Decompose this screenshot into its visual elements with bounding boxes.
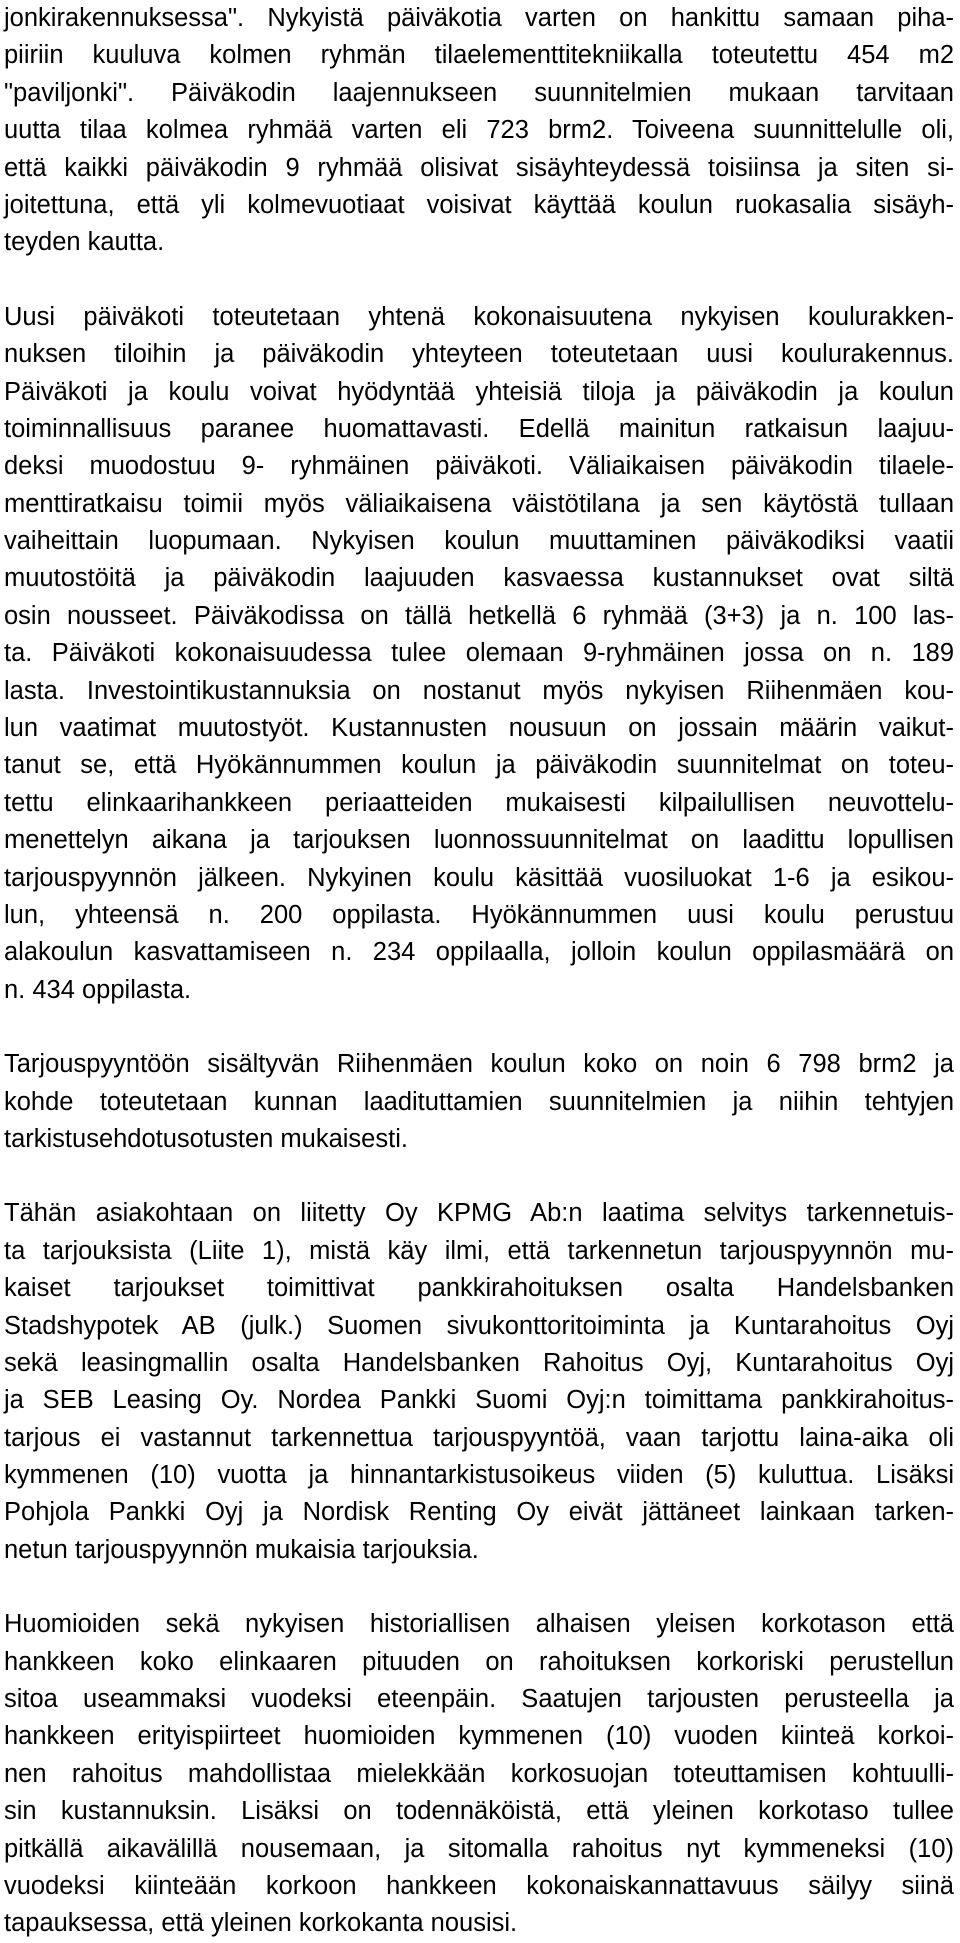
text-line: tapauksessa, että yleinen korkokanta nousisi. <box>4 1909 518 1938</box>
paragraph <box>4 299 954 1009</box>
text-line: toiminnallisuus paranee huomattavasti. Edellä mainitun ratkaisun laajuu- <box>4 414 954 443</box>
text-line: Pohjola Pankki Oyj ja Nordisk Renting Oy eivät jättäneet lainkaan tarken- <box>4 1498 954 1527</box>
text-line: n. 434 oppilasta. <box>4 975 192 1004</box>
text-line: Päiväkoti ja koulu voivat hyödyntää yhteisiä tiloja ja päiväkodin ja koulun <box>4 377 954 406</box>
text-line: teyden kautta. <box>4 228 165 257</box>
paragraph <box>4 1606 954 1943</box>
text-line: hankkeen erityispiirteet huomioiden kymmenen (10) vuoden kiinteä korkoi- <box>4 1722 954 1751</box>
text-line: kymmenen (10) vuotta ja hinnantarkistusoikeus viiden (5) kuluttua. Lisäksi <box>4 1461 954 1490</box>
text-line: menettelyn aikana ja tarjouksen luonnossuunnitelmat on laadittu lopullisen <box>4 826 954 855</box>
text-line: kaiset tarjoukset toimittivat pankkirahoituksen osalta Handelsbanken <box>4 1274 954 1303</box>
text-line: vuodeksi kiinteään korkoon hankkeen kokonaiskannattavuus säilyy siinä <box>4 1871 954 1900</box>
text-line: Tarjouspyyntöön sisältyvän Riihenmäen koulun koko on noin 6 798 brm2 ja <box>4 1050 954 1079</box>
text-line: deksi muodostuu 9- ryhmäinen päiväkoti. Väliaikaisen päiväkodin tilaele- <box>4 452 954 481</box>
text-line: sin kustannuksin. Lisäksi on todennäköistä, että yleinen korkotaso tullee <box>4 1797 954 1826</box>
document-body <box>4 0 954 1943</box>
text-line: Uusi päiväkoti toteutetaan yhtenä kokonaisuutena nykyisen koulurakken- <box>4 302 954 331</box>
text-line: jonkirakennuksessa". Nykyistä päiväkotia varten on hankittu samaan piha- <box>4 4 954 32</box>
text-line: muutostöitä ja päiväkodin laajuuden kasvaessa kustannukset ovat siltä <box>4 564 954 593</box>
paragraph <box>4 1046 954 1158</box>
text-line: nuksen tiloihin ja päiväkodin yhteyteen toteutetaan uusi koulurakennus. <box>4 340 954 369</box>
text-line: joitettuna, että yli kolmevuotiaat voisivat käyttää koulun ruokasalia sisäyh- <box>4 190 954 219</box>
text-line: että kaikki päiväkodin 9 ryhmää olisivat sisäyhteydessä toisiinsa ja siten si- <box>4 153 954 182</box>
text-line: sekä leasingmallin osalta Handelsbanken Rahoitus Oyj, Kuntarahoitus Oyj <box>4 1348 954 1377</box>
text-line: piiriin kuuluva kolmen ryhmän tilaelementtitekniikalla toteutettu 454 m2 <box>4 41 954 70</box>
text-line: "paviljonki". Päiväkodin laajennukseen suunnitelmien mukaan tarvitaan <box>4 78 954 107</box>
text-line: uutta tilaa kolmea ryhmää varten eli 723 brm2. Toiveena suunnittelulle oli, <box>4 116 954 145</box>
text-line: ja SEB Leasing Oy. Nordea Pankki Suomi Oyj:n toimittama pankkirahoitus- <box>4 1386 954 1415</box>
text-line: hankkeen koko elinkaaren pituuden on rahoituksen korkoriski perustellun <box>4 1647 954 1676</box>
text-line: lun, yhteensä n. 200 oppilasta. Hyökännummen uusi koulu perustuu <box>4 900 954 929</box>
text-line: sitoa useammaksi vuodeksi eteenpäin. Saatujen tarjousten perusteella ja <box>4 1685 954 1714</box>
text-line: Stadshypotek AB (julk.) Suomen sivukonttoritoiminta ja Kuntarahoitus Oyj <box>4 1311 954 1340</box>
text-line: lasta. Investointikustannuksia on nostanut myös nykyisen Riihenmäen kou- <box>4 676 954 705</box>
text-line: nen rahoitus mahdollistaa mielekkään korkosuojan toteuttamisen kohtuulli- <box>4 1759 954 1788</box>
text-line: tarkistusehdotusotusten mukaisesti. <box>4 1124 408 1153</box>
text-line: lun vaatimat muutostyöt. Kustannusten nousuun on jossain määrin vaikut- <box>4 714 954 743</box>
paragraph <box>4 0 954 262</box>
text-line: osin nousseet. Päiväkodissa on tällä hetkellä 6 ryhmää (3+3) ja n. 100 las- <box>4 601 954 630</box>
text-line: ta tarjouksista (Liite 1), mistä käy ilmi, että tarkennetun tarjouspyynnön mu- <box>4 1236 954 1265</box>
text-line: tanut se, että Hyökännummen koulun ja päiväkodin suunnitelmat on toteu- <box>4 751 954 780</box>
text-line: kohde toteutetaan kunnan laadituttamien suunnitelmien ja niihin tehtyjen <box>4 1087 954 1116</box>
text-line: menttiratkaisu toimii myös väliaikaisena väistötilana ja sen käytöstä tullaan <box>4 489 954 518</box>
text-line: ta. Päiväkoti kokonaisuudessa tulee olemaan 9-ryhmäinen jossa on n. 189 <box>4 639 954 668</box>
document-page <box>4 0 954 1943</box>
text-line: tettu elinkaarihankkeen periaatteiden mukaisesti kilpailullisen neuvottelu- <box>4 788 954 817</box>
text-line: Tähän asiakohtaan on liitetty Oy KPMG Ab:n laatima selvitys tarkennetuis- <box>4 1199 954 1228</box>
text-line: vaiheittain luopumaan. Nykyisen koulun muuttaminen päiväkodiksi vaatii <box>4 527 954 556</box>
text-line: pitkällä aikavälillä nousemaan, ja sitomalla rahoitus nyt kymmeneksi (10) <box>4 1834 954 1863</box>
text-line: netun tarjouspyynnön mukaisia tarjouksia. <box>4 1535 479 1564</box>
text-line: tarjous ei vastannut tarkennettua tarjouspyyntöä, vaan tarjottu laina-aika oli <box>4 1423 954 1452</box>
text-line: tarjouspyynnön jälkeen. Nykyinen koulu käsittää vuosiluokat 1-6 ja esikou- <box>4 863 954 892</box>
text-line: Huomioiden sekä nykyisen historiallisen alhaisen yleisen korkotason että <box>4 1610 954 1639</box>
paragraph <box>4 1195 954 1569</box>
text-line: alakoulun kasvattamiseen n. 234 oppilaalla, jolloin koulun oppilasmäärä on <box>4 938 954 967</box>
